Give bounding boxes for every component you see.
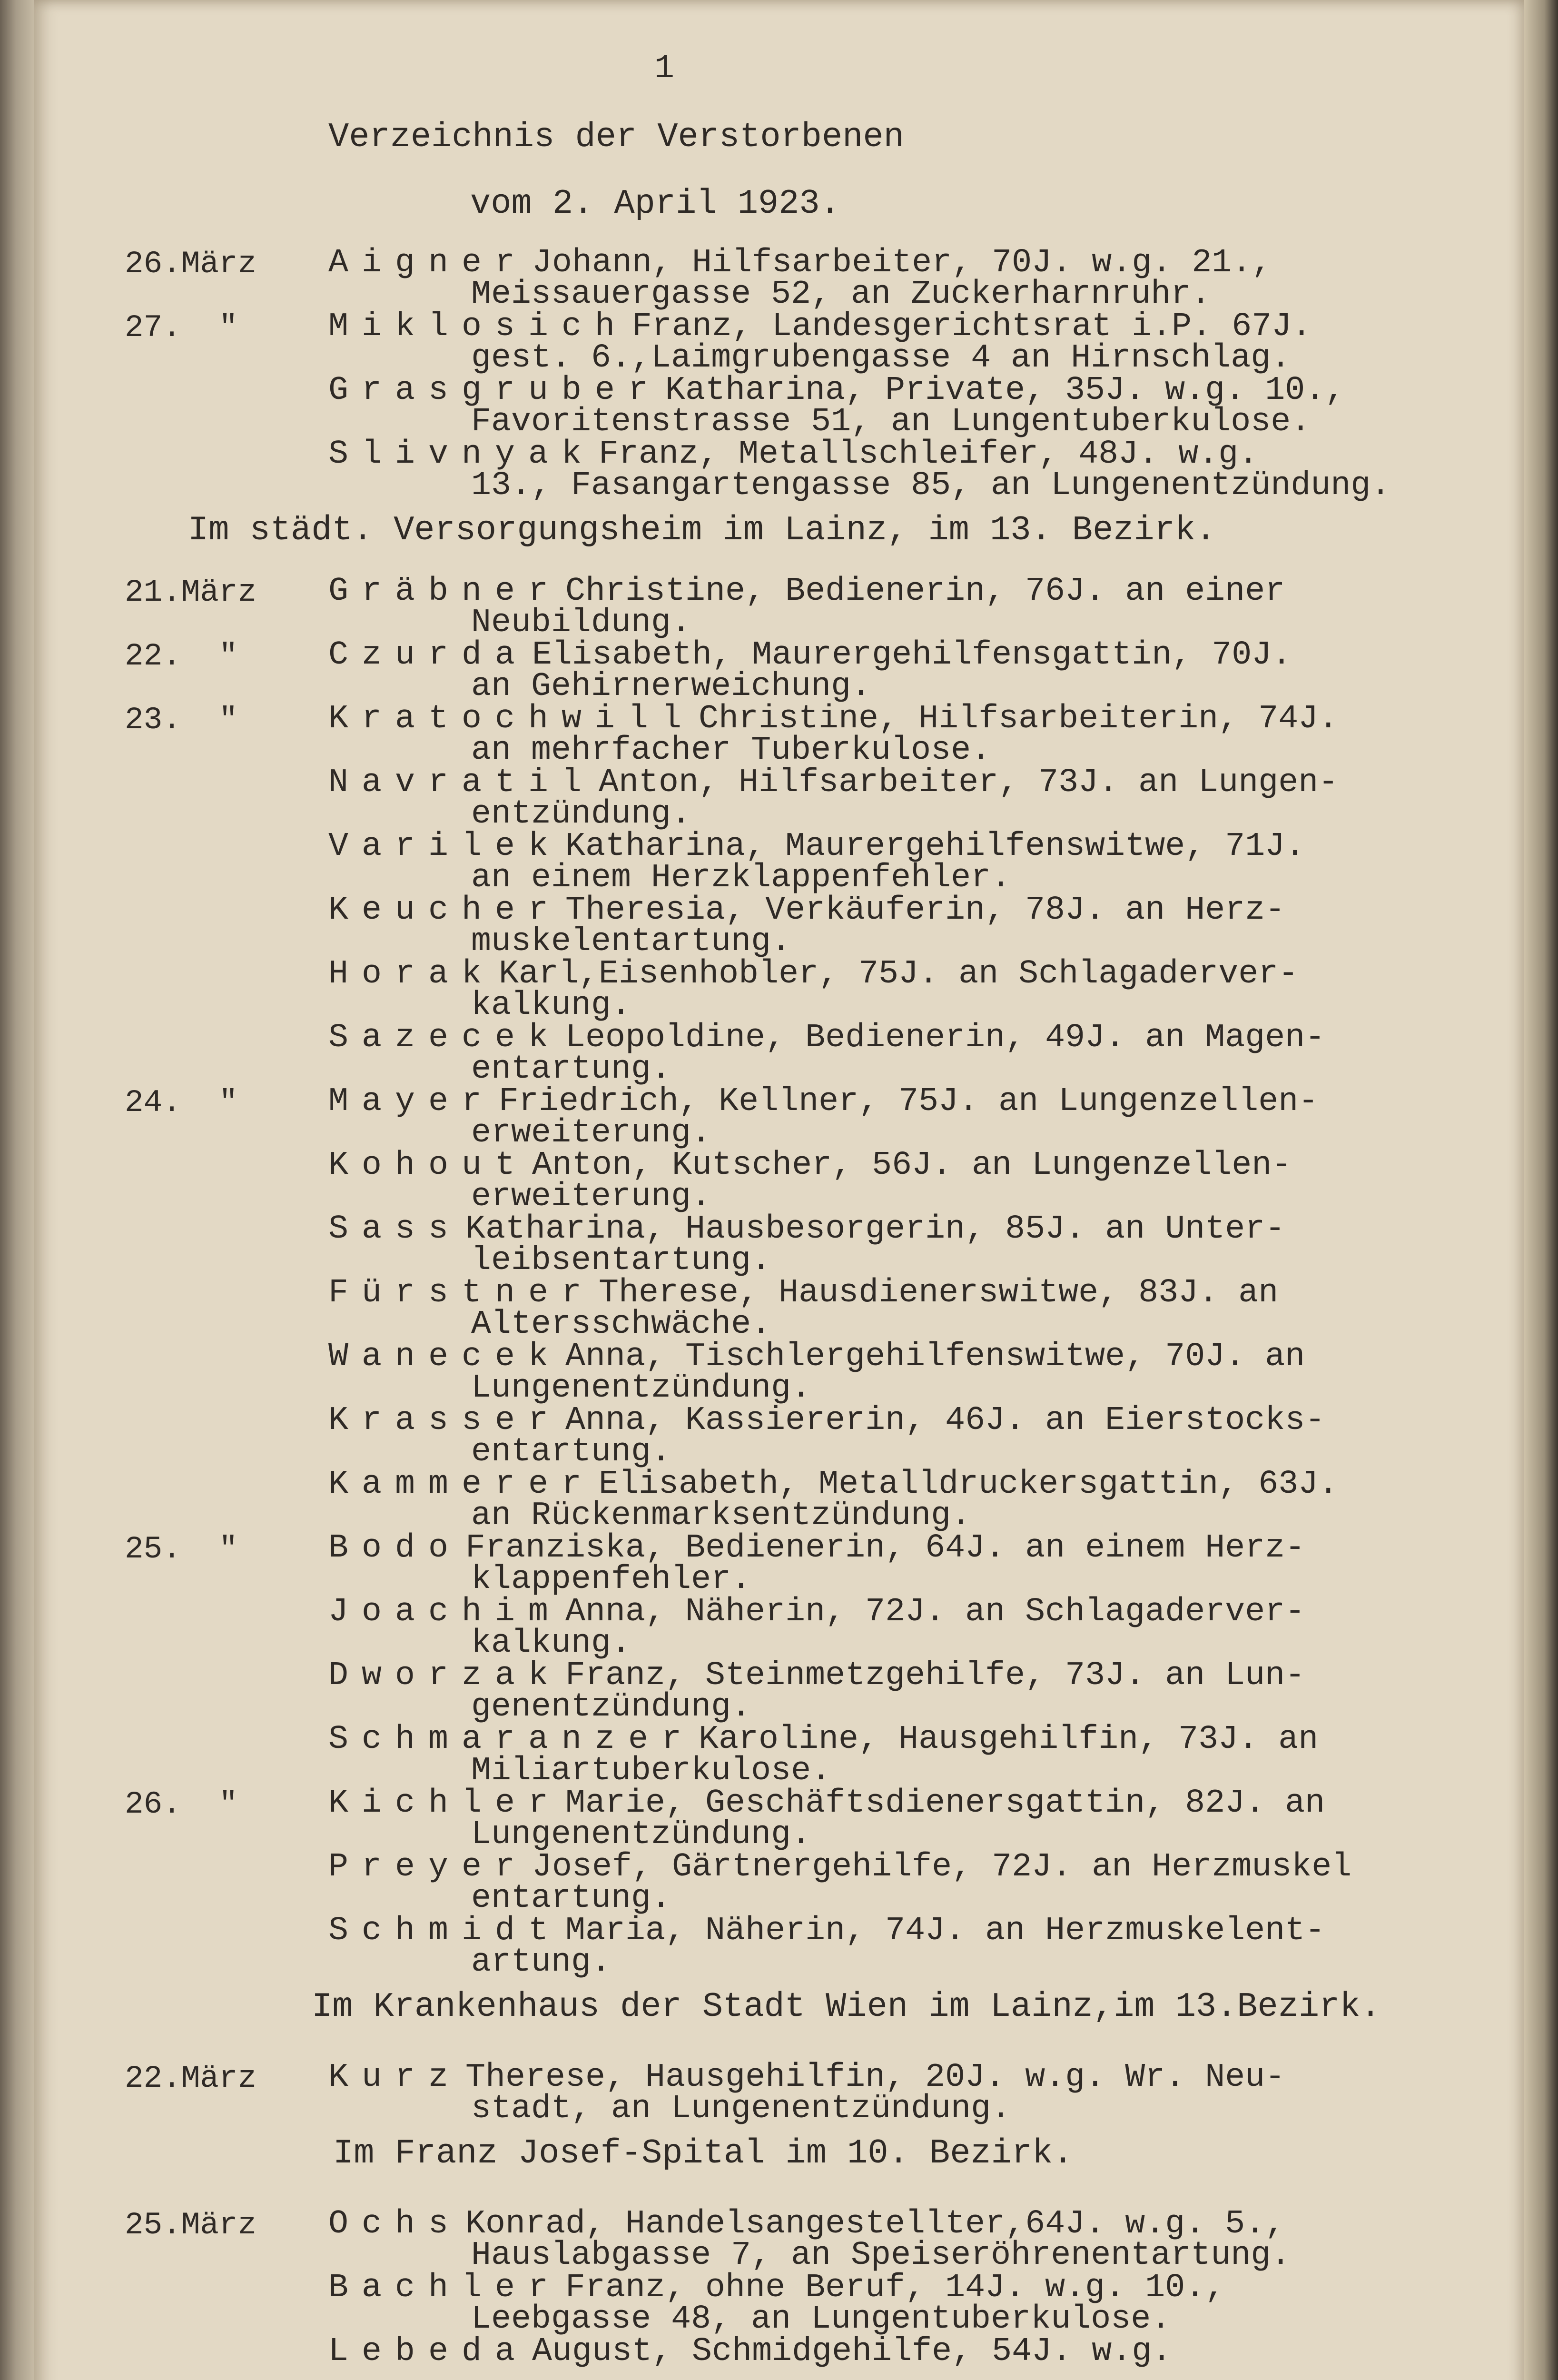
- entry-surname: Dworzak: [328, 1657, 562, 1695]
- entry-surname: Krasser: [328, 1402, 562, 1439]
- entry-text-line: Meissauergasse 52, an Zuckerharnruhr.: [471, 276, 1211, 313]
- entry-date: 25.März: [125, 2207, 257, 2243]
- entry-text-line: genentzündung.: [471, 1688, 751, 1726]
- entry-text-line: 13., Fasangartengasse 85, an Lungenentzündung.: [471, 467, 1391, 505]
- entry-surname: Bodo: [328, 1529, 462, 1567]
- entry-surname: Preyer: [328, 1848, 529, 1886]
- entry-text-line: Franz, Landesgerichtsrat i.P. 67J.: [632, 308, 1312, 346]
- entry-text-line: Neubildung.: [471, 604, 691, 642]
- entry-text-line: Katharina, Hausbesorgerin, 85J. an Unter-: [465, 1210, 1285, 1248]
- entry-surname: Sass: [328, 1210, 462, 1248]
- entry-text-line: Miliartuberkulose.: [471, 1752, 831, 1790]
- page-subtitle: vom 2. April 1923.: [470, 184, 840, 223]
- entry-surname: Kohout: [328, 1147, 529, 1184]
- entry-text-line: Johann, Hilfsarbeiter, 70J. w.g. 21.,: [532, 244, 1272, 282]
- entry-text-line: erweiterung.: [471, 1178, 711, 1216]
- section-heading: Im Franz Josef-Spital im 10. Bezirk.: [333, 2134, 1074, 2173]
- entry-text-line: Franz, Metallschleifer, 48J. w.g.: [599, 436, 1259, 473]
- entry-text-line: Christine, Bedienerin, 76J. an einer: [565, 573, 1285, 610]
- entry-surname: Slivnyak: [328, 436, 595, 473]
- entry-surname: Czurda: [328, 636, 529, 674]
- entry-text-line: entartung.: [471, 1051, 671, 1088]
- entry-text-line: Favoritenstrasse 51, an Lungentuberkulose.: [471, 403, 1311, 441]
- entry-text-line: Franziska, Bedienerin, 64J. an einem Herz-: [465, 1529, 1305, 1567]
- entry-text-line: Lungenentzündung.: [471, 1369, 811, 1407]
- entry-date: 27. ": [125, 310, 238, 346]
- entry-text-line: Therese, Hausgehilfin, 20J. w.g. Wr. Neu-: [465, 2059, 1285, 2096]
- entry-text-line: Elisabeth, Maurergehilfensgattin, 70J.: [532, 636, 1292, 674]
- entry-text-line: Anna, Kassiererin, 46J. an Eierstocks-: [565, 1402, 1325, 1439]
- entry-text-line: Karoline, Hausgehilfin, 73J. an: [699, 1721, 1319, 1758]
- entry-surname: Navratil: [328, 764, 595, 802]
- entry-date: 26. ": [125, 1786, 238, 1822]
- entry-surname: Joachim: [328, 1593, 562, 1631]
- entry-date: 23. ": [125, 702, 238, 738]
- entry-text-line: Theresia, Verkäuferin, 78J. an Herz-: [565, 892, 1285, 929]
- entry-surname: Grasgruber: [328, 372, 662, 409]
- entry-text-line: Konrad, Handelsangestellter,64J. w.g. 5.,: [465, 2205, 1285, 2243]
- entry-text-line: Marie, Geschäftsdienersgattin, 82J. an: [565, 1785, 1325, 1822]
- entry-surname: Sazecek: [328, 1019, 562, 1057]
- entry-text-line: Franz, Steinmetzgehilfe, 73J. an Lun-: [565, 1657, 1305, 1695]
- entry-surname: Wanecek: [328, 1338, 562, 1376]
- page-left-edge: [0, 0, 36, 2380]
- entry-text-line: Leebgasse 48, an Lungentuberkulose.: [471, 2301, 1171, 2338]
- entry-surname: Varilek: [328, 828, 562, 865]
- entry-text-line: Christine, Hilfsarbeiterin, 74J.: [699, 700, 1339, 738]
- entry-text-line: artung.: [471, 1944, 611, 1981]
- entry-text-line: Leopoldine, Bedienerin, 49J. an Magen-: [565, 1019, 1325, 1057]
- entry-surname: Lebeda: [328, 2333, 529, 2370]
- entry-surname: Ochs: [328, 2205, 462, 2243]
- entry-surname: Mayer: [328, 1083, 495, 1121]
- entry-text-line: Anton, Kutscher, 56J. an Lungenzellen-: [532, 1147, 1292, 1184]
- entry-text-line: Anna, Näherin, 72J. an Schlagaderver-: [565, 1593, 1305, 1631]
- entry-surname: Schmaranzer: [328, 1721, 695, 1758]
- entry-surname: Schmidt: [328, 1912, 562, 1950]
- entry-text-line: kalkung.: [471, 987, 631, 1024]
- entry-text-line: Josef, Gärtnergehilfe, 72J. an Herzmuskel: [532, 1848, 1352, 1886]
- entry-text-line: August, Schmidgehilfe, 54J. w.g.: [532, 2333, 1172, 2370]
- entry-text-line: Karl,Eisenhobler, 75J. an Schlagaderver-: [499, 955, 1299, 993]
- entry-text-line: leibsentartung.: [471, 1242, 771, 1279]
- entry-text-line: muskelentartung.: [471, 923, 791, 961]
- page-number: 1: [654, 50, 675, 88]
- entry-text-line: entartung.: [471, 1880, 671, 1917]
- entry-surname: Kratochwill: [328, 700, 695, 738]
- entry-surname: Kichler: [328, 1785, 562, 1822]
- entry-surname: Kurz: [328, 2059, 462, 2096]
- entry-date: 22.März: [125, 2061, 257, 2096]
- entry-text-line: Anna, Tischlergehilfenswitwe, 70J. an: [565, 1338, 1305, 1376]
- entry-surname: Miklosich: [328, 308, 629, 346]
- entry-date: 26.März: [125, 246, 257, 282]
- entry-text-line: klappenfehler.: [471, 1561, 751, 1598]
- entry-surname: Keucher: [328, 892, 562, 929]
- entry-date: 21.März: [125, 575, 257, 610]
- section-heading: Im Krankenhaus der Stadt Wien im Lainz,im 13.Bezirk.: [312, 1987, 1381, 2026]
- entry-date: 25. ": [125, 1531, 238, 1567]
- page-title: Verzeichnis der Verstorbenen: [328, 118, 904, 157]
- section-heading: Im städt. Versorgungsheim im Lainz, im 13. Bezirk.: [188, 511, 1216, 550]
- entry-text-line: Katharina, Maurergehilfenswitwe, 71J.: [565, 828, 1305, 865]
- entry-text-line: Altersschwäche.: [471, 1306, 771, 1343]
- entry-text-line: entzündung.: [471, 795, 691, 833]
- entry-text-line: Maria, Näherin, 74J. an Herzmuskelent-: [565, 1912, 1325, 1950]
- entry-surname: Gräbner: [328, 573, 562, 610]
- entry-date: 24. ": [125, 1085, 238, 1121]
- entry-text-line: kalkung.: [471, 1625, 631, 1662]
- entry-surname: Horak: [328, 955, 495, 993]
- entry-text-line: Franz, ohne Beruf, 14J. w.g. 10.,: [565, 2269, 1225, 2307]
- entry-text-line: an Gehirnerweichung.: [471, 668, 871, 705]
- entry-text-line: erweiterung.: [471, 1114, 711, 1152]
- entry-surname: Fürstner: [328, 1274, 595, 1312]
- entry-date: 22. ": [125, 638, 238, 674]
- entry-text-line: an Rückenmarksentzündung.: [471, 1497, 971, 1535]
- entry-text-line: stadt, an Lungenentzündung.: [471, 2090, 1011, 2128]
- entry-text-line: Lungenentzündung.: [471, 1816, 811, 1854]
- entry-surname: Kammerer: [328, 1466, 595, 1503]
- entry-text-line: Katharina, Private, 35J. w.g. 10.,: [665, 372, 1345, 409]
- entry-text-line: Elisabeth, Metalldruckersgattin, 63J.: [599, 1466, 1339, 1503]
- entry-text-line: Anton, Hilfsarbeiter, 73J. an Lungen-: [599, 764, 1339, 802]
- entry-text-line: Hauslabgasse 7, an Speiseröhrenentartung.: [471, 2237, 1291, 2274]
- entry-text-line: an einem Herzklappenfehler.: [471, 859, 1011, 897]
- entry-text-line: Friedrich, Kellner, 75J. an Lungenzellen-: [499, 1083, 1319, 1121]
- entry-surname: Aigner: [328, 244, 529, 282]
- entry-surname: Bachler: [328, 2269, 562, 2307]
- entry-text-line: an mehrfacher Tuberkulose.: [471, 732, 991, 769]
- entry-text-line: gest. 6.,Laimgrubengasse 4 an Hirnschlag.: [471, 339, 1291, 377]
- page-right-edge: [1524, 0, 1558, 2380]
- entry-text-line: Therese, Hausdienerswitwe, 83J. an: [599, 1274, 1279, 1312]
- entry-text-line: entartung.: [471, 1433, 671, 1471]
